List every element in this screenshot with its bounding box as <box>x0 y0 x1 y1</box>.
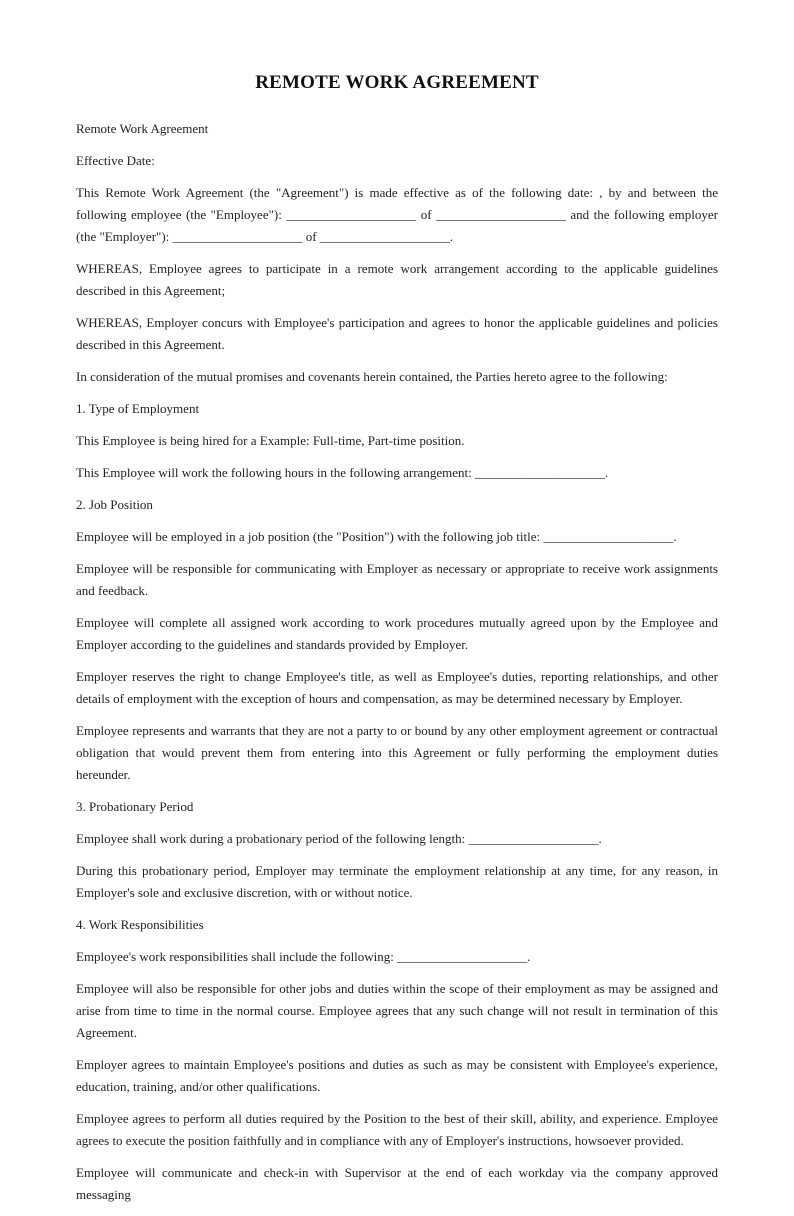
document-title: REMOTE WORK AGREEMENT <box>255 72 539 93</box>
job-title-paragraph: Employee will be employed in a job position (the "Position") with the following job title: ____________________. <box>76 529 677 544</box>
parties-paragraph: This Remote Work Agreement (the "Agreement") is made effective as of the following date: , by and between the following employee (the "Employee"): ____________________ of ____________________ and the following employer (the "Employer"): ____________________ of ____________________. <box>76 185 718 244</box>
probation-termination-paragraph: During this probationary period, Employer may terminate the employment relationship at any time, for any reason, in Employer's sole and exclusive discretion, with or without notice. <box>76 863 718 900</box>
maintain-positions-paragraph: Employer agrees to maintain Employee's positions and duties as such as may be consistent with Employee's experience, education, training, and/or other qualifications. <box>76 1057 718 1094</box>
communication-paragraph: Employee will be responsible for communicating with Employer as necessary or appropriate to receive work assignments and feedback. <box>76 561 718 598</box>
probation-length-paragraph: Employee shall work during a probationary period of the following length: ____________________. <box>76 831 602 846</box>
perform-duties-paragraph: Employee agrees to perform all duties required by the Position to the best of their skill, ability, and experience. Employee agrees to execute the position faithfully and in compliance with any of Employer's instructions, howsoever provided. <box>76 1111 718 1148</box>
work-hours-paragraph: This Employee will work the following hours in the following arrangement: ____________________. <box>76 465 609 480</box>
whereas-employee-paragraph: WHEREAS, Employee agrees to participate in a remote work arrangement according to the applicable guidelines described in this Agreement; <box>76 261 718 298</box>
doc-heading: Remote Work Agreement <box>76 121 209 136</box>
work-procedures-paragraph: Employee will complete all assigned work according to work procedures mutually agreed upon by the Employee and Employer according to the guidelines and standards provided by Employer. <box>76 615 718 652</box>
document-page <box>76 70 718 1216</box>
check-in-paragraph: Employee will communicate and check-in with Supervisor at the end of each workday via the company approved messaging <box>76 1165 718 1202</box>
representations-paragraph: Employee represents and warrants that they are not a party to or bound by any other employment agreement or contractual obligation that would prevent them from entering into this Agreement or fully performing the employment duties hereunder. <box>76 723 718 782</box>
employer-rights-paragraph: Employer reserves the right to change Employee's title, as well as Employee's duties, reporting relationships, and other details of employment with the exception of hours and compensation, as may be determined necessary by Employer. <box>76 669 718 706</box>
section-heading-job-position: 2. Job Position <box>76 497 153 512</box>
effective-date-line: Effective Date: <box>76 153 155 168</box>
consideration-paragraph: In consideration of the mutual promises and covenants herein contained, the Parties hereto agree to the following: <box>76 369 668 384</box>
whereas-employer-paragraph: WHEREAS, Employer concurs with Employee's participation and agrees to honor the applicable guidelines and policies described in this Agreement. <box>76 315 718 352</box>
section-heading-probationary-period: 3. Probationary Period <box>76 799 194 814</box>
section-heading-type-of-employment: 1. Type of Employment <box>76 401 200 416</box>
responsibilities-paragraph: Employee's work responsibilities shall include the following: ____________________. <box>76 949 531 964</box>
other-duties-paragraph: Employee will also be responsible for other jobs and duties within the scope of their employment as may be assigned and arise from time to time in the normal course. Employee agrees that any such change will not result in termination of this Agreement. <box>76 981 718 1040</box>
employment-type-paragraph: This Employee is being hired for a Example: Full-time, Part-time position. <box>76 433 465 448</box>
section-heading-work-responsibilities: 4. Work Responsibilities <box>76 917 204 932</box>
